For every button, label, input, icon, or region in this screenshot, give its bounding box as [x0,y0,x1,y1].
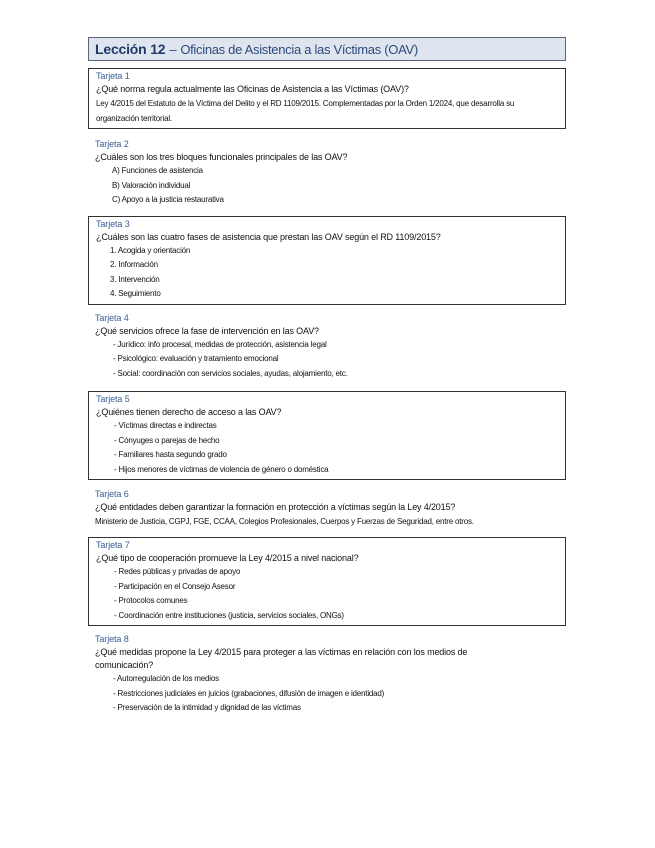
flashcard-2 [88,137,566,210]
list-item: 4. Seguimiento [110,289,161,298]
list-item: - Cónyuges o parejas de hecho [114,435,220,445]
list-item: - Social: coordinación con servicios sociales, ayudas, alojamiento, etc. [113,368,348,378]
lesson-header [88,37,566,61]
lesson-separator: – [169,41,177,57]
flashcard-8 [88,632,566,718]
flashcard-4 [88,311,566,384]
card-answer-list [95,164,559,208]
card-label: Tarjeta 4 [95,312,129,323]
flashcard-6 [88,487,566,531]
list-item: - Víctimas directas e indirectas [114,421,217,430]
card-question: ¿Qué servicios ofrece la fase de intervención en las OAV? [95,325,319,336]
list-item: - Preservación de la intimidad y dignidad de las víctimas [113,703,301,712]
card-answer: Ley 4/2015 del Estatuto de la Víctima del Delito y el RD 1109/2015. Complementadas por la Orden 1/2024, que desarrolla su organización territorial. [96,99,515,123]
document-page [88,37,566,718]
card-label: Tarjeta 2 [95,139,129,149]
lesson-number: Lección 12 [95,41,166,57]
card-answer-list [96,244,558,302]
list-item: - Redes públicas y privadas de apoyo [114,567,241,576]
card-question: ¿Cuáles son los tres bloques funcionales principales de las OAV? [95,152,348,162]
card-question: ¿Cuáles son las cuatro fases de asistencia que prestan las OAV según el RD 1109/2015? [96,231,441,242]
card-question: ¿Qué medidas propone la Ley 4/2015 para proteger a las víctimas en relación con los medios de comunicación? [95,647,468,670]
flashcard-1 [88,68,566,129]
list-item: 2. Información [110,260,158,269]
flashcard-7 [88,537,566,626]
card-label: Tarjeta 7 [96,540,130,550]
list-item: - Participación en el Consejo Asesor [114,581,236,591]
list-item: - Jurídico: info procesal, medidas de protección, asistencia legal [113,339,327,349]
list-item: - Protocolos comunes [114,596,188,605]
list-item: 1. Acogida y orientación [110,245,191,255]
list-item: - Familiares hasta segundo grado [114,450,227,459]
card-answer-list [95,338,559,382]
list-item: - Coordinación entre instituciones (justicia, servicios sociales, ONGs) [114,610,344,620]
card-label: Tarjeta 8 [95,634,129,644]
card-answer-list [96,565,558,623]
list-item: - Autorregulación de los medios [113,674,219,683]
flashcard-5 [88,391,566,480]
list-item: 3. Intervención [110,274,160,284]
card-question: ¿Qué norma regula actualmente las Oficinas de Asistencia a las Víctimas (OAV)? [96,84,409,94]
lesson-title: Oficinas de Asistencia a las Víctimas (OAV) [180,41,418,57]
list-item: C) Apoyo a la justicia restaurativa [112,195,224,204]
card-question: ¿Qué entidades deben garantizar la formación en protección a víctimas según la Ley 4/2015? [95,502,456,512]
list-item: - Hijos menores de víctimas de violencia de género o doméstica [114,464,329,474]
card-label: Tarjeta 5 [96,394,130,404]
card-answer-list [95,672,559,716]
card-question: ¿Quiénes tienen derecho de acceso a las OAV? [96,407,282,417]
list-item: - Restricciones judiciales en juicios (grabaciones, difusión de imagen e identidad) [113,688,385,698]
list-item: A) Funciones de asistencia [112,166,203,175]
card-answer: Ministerio de Justicia, CGPJ, FGE, CCAA, Colegios Profesionales, Cuerpos y Fuerzas de Seguridad, entre otros. [95,517,474,526]
card-label: Tarjeta 1 [96,71,130,81]
card-answer-list [96,419,558,477]
card-label: Tarjeta 6 [95,489,129,499]
list-item: - Psicológico: evaluación y tratamiento emocional [113,354,279,363]
card-question: ¿Qué tipo de cooperación promueve la Ley 4/2015 a nivel nacional? [96,553,359,563]
card-label: Tarjeta 3 [96,218,130,229]
flashcard-3 [88,216,566,305]
list-item: B) Valoración individual [112,180,191,190]
